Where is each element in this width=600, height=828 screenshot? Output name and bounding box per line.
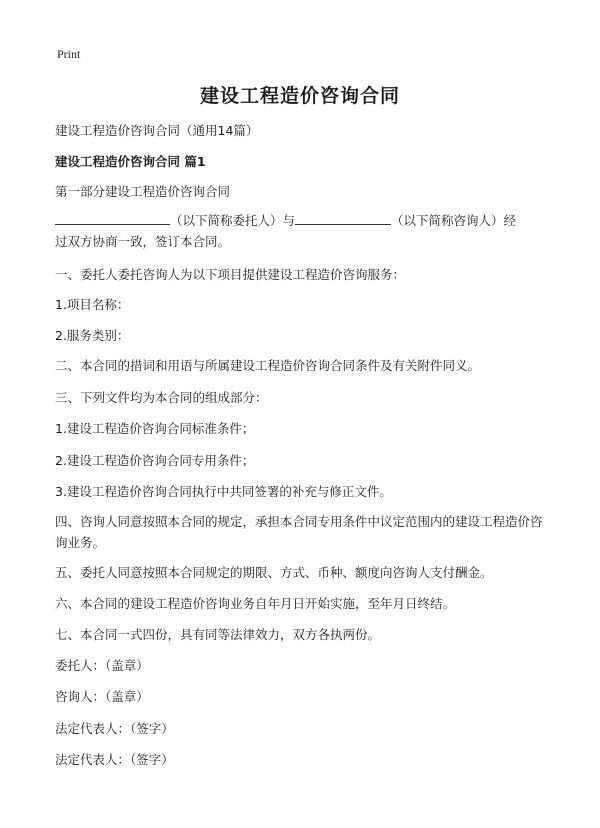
signature-line: 法定代表人：（签字） [55,752,174,767]
clause-item: 1.项目名称： [55,297,130,312]
client-note: （以下简称委托人）与 [170,213,296,228]
document-title: 建设工程造价咨询合同 [199,85,400,107]
signature-line: 咨询人：（盖章） [55,689,149,704]
consultant-note: （以下简称咨询人）经 [391,213,517,228]
clause-item: 2.建设工程造价咨询合同专用条件； [55,453,255,468]
clause-item: 一、委托人委托咨询人为以下项目提供建设工程造价咨询服务： [55,267,406,282]
parties-paragraph [55,210,547,252]
clause-item: 五、委托人同意按照本合同规定的期限、方式、币种、额度向咨询人支付酬金。 [55,565,493,580]
clause-item: 1.建设工程造价咨询合同标准条件； [55,421,255,436]
print-link[interactable]: Print [57,47,81,61]
parties-continuation: 过双方协商一致，签订本合同。 [55,234,231,249]
part-title: 第一部分建设工程造价咨询合同 [55,184,231,199]
consultant-name-blank [295,210,391,225]
section-heading: 建设工程造价咨询合同 篇1 [55,154,206,169]
clause-item: 三、下列文件均为本合同的组成部分： [55,390,268,405]
clause-four: 四、咨询人同意按照本合同的规定，承担本合同专用条件中议定范围内的建设工程造价咨询业务。 [55,514,543,550]
document-subtitle: 建设工程造价咨询合同（通用14篇） [55,123,259,138]
client-name-blank [55,210,170,225]
signature-line: 委托人：（盖章） [55,658,149,673]
clause-item: 3.建设工程造价咨询合同执行中共同签署的补充与修正文件。 [55,484,392,499]
clause-item: 六、本合同的建设工程造价咨询业务自年月日开始实施，至年月日终结。 [55,596,456,611]
clause-item: 二、本合同的措词和用语与所属建设工程造价咨询合同条件及有关附件同义。 [55,358,481,373]
signature-line: 法定代表人：（签字） [55,721,174,736]
clause-item: 2.服务类别： [55,328,130,343]
clause-item: 七、本合同一式四份，具有同等法律效力，双方各执两份。 [55,627,381,642]
